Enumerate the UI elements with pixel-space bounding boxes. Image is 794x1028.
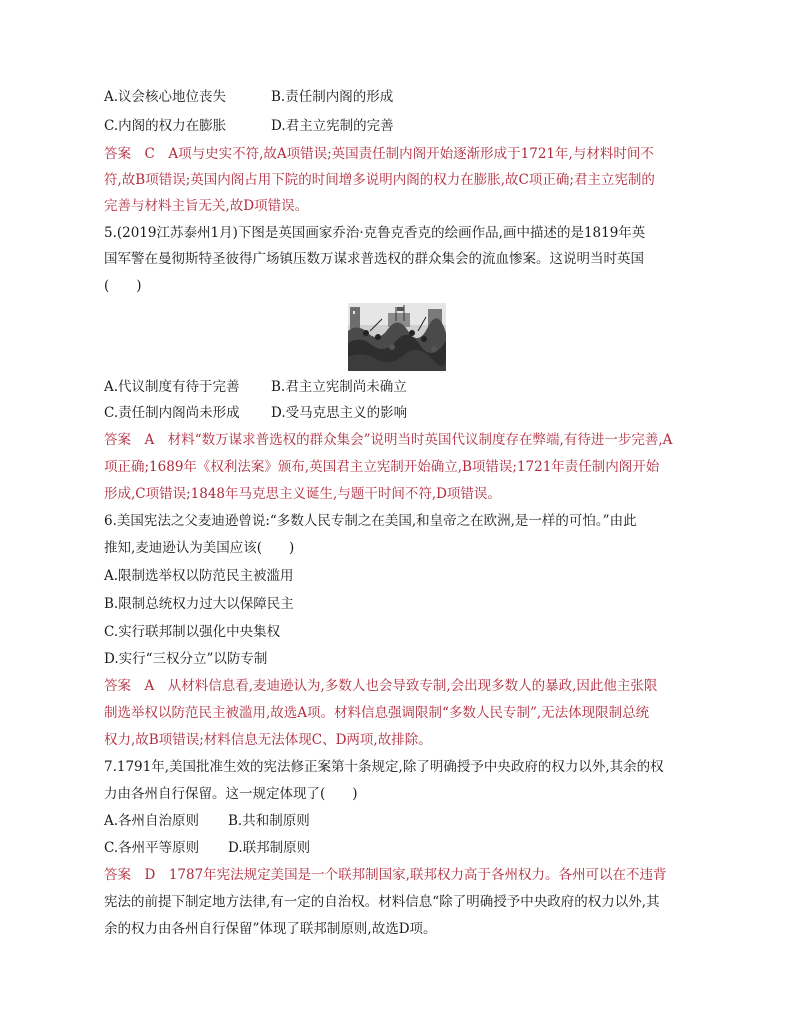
q5-stem-line-1: 5.(2019江苏泰州1月)下图是英国画家乔治·克鲁克香克的绘画作品,画中描述的是1819年英 (104, 225, 646, 241)
q7-option-a: A.各州自治原则 (104, 813, 200, 829)
q5-option-b: B.君主立宪制尚未确立 (271, 379, 407, 395)
q4-option-d: D.君主立宪制的完善 (271, 118, 394, 134)
q5-answer-line-1: 答案 A 材料“数万谋求普选权的群众集会”说明当时英国代议制度存在弊端,有待进一步完善,A (104, 432, 673, 448)
q5-answer-line-3: 形成,C项错误;1848年马克思主义诞生,与题干时间不符,D项错误。 (104, 486, 501, 502)
q6-answer-line-1: 答案 A 从材料信息看,麦迪逊认为,多数人也会导致专制,会出现多数人的暴政,因此他主张限 (104, 678, 658, 694)
q4-option-a: A.议会核心地位丧失 (104, 89, 227, 105)
q6-option-c: C.实行联邦制以强化中央集权 (104, 624, 281, 640)
q4-option-c: C.内阁的权力在膨胀 (104, 118, 227, 134)
q7-answer-line-2: 宪法的前提下制定地方法律,有一定的自治权。材料信息“除了明确授予中央政府的权力以外,其 (104, 894, 660, 910)
q5-answer-line-2: 项正确;1689年《权利法案》颁布,英国君主立宪制开始确立,B项错误;1721年责任制内阁开始 (104, 459, 660, 475)
q6-answer-line-2: 制选举权以防范民主被滥用,故选A项。材料信息强调限制“多数人民专制”,无法体现限制总统 (104, 705, 650, 721)
q5-option-c: C.责任制内阁尚未形成 (104, 405, 240, 421)
q5-option-d: D.受马克思主义的影响 (271, 405, 408, 421)
crowd-painting-image (348, 303, 446, 371)
q4-option-b: B.责任制内阁的形成 (271, 89, 394, 105)
q5-stem-line-2: 国军警在曼彻斯特圣彼得广场镇压数万谋求普选权的群众集会的流血惨案。这说明当时英国 (104, 251, 644, 267)
q4-answer-line-3: 完善与材料主旨无关,故D项错误。 (104, 198, 309, 214)
q6-option-d: D.实行“三权分立”以防专制 (104, 651, 268, 667)
q5-stem-line-3: ( ) (104, 278, 142, 294)
q7-option-d: D.联邦制原则 (228, 840, 311, 856)
q5-option-a: A.代议制度有待于完善 (104, 379, 240, 395)
q7-option-c: C.各州平等原则 (104, 840, 200, 856)
q6-answer-line-3: 权力,故B项错误;材料信息无法体现C、D两项,故排除。 (104, 732, 432, 748)
peterloo-illustration (348, 303, 446, 371)
q7-answer-line-1: 答案 D 1787年宪法规定美国是一个联邦制国家,联邦权力高于各州权力。各州可以在不违背 (104, 867, 667, 883)
q7-stem-line-1: 7.1791年,美国批准生效的宪法修正案第十条规定,除了明确授予中央政府的权力以外,其余的权 (104, 759, 664, 775)
q6-option-b: B.限制总统权力过大以保障民主 (104, 596, 294, 612)
q4-answer-line-1: 答案 C A项与史实不符,故A项错误;英国责任制内阁开始逐渐形成于1721年,与材料时间不 (104, 146, 654, 162)
q4-answer-line-2: 符,故B项错误;英国内阁占用下院的时间增多说明内阁的权力在膨胀,故C项正确;君主立宪制的 (104, 172, 655, 188)
q7-answer-line-3: 余的权力由各州自行保留”体现了联邦制原则,故选D项。 (104, 921, 437, 937)
q6-stem-line-2: 推知,麦迪逊认为美国应该( ) (104, 540, 295, 556)
q7-stem-line-2: 力由各州自行保留。这一规定体现了( ) (104, 786, 358, 802)
q7-option-b: B.共和制原则 (228, 813, 310, 829)
q6-stem-line-1: 6.美国宪法之父麦迪逊曾说:“多数人民专制之在美国,和皇帝之在欧洲,是一样的可怕。”由此 (104, 513, 637, 529)
q6-option-a: A.限制选举权以防范民主被滥用 (104, 568, 294, 584)
